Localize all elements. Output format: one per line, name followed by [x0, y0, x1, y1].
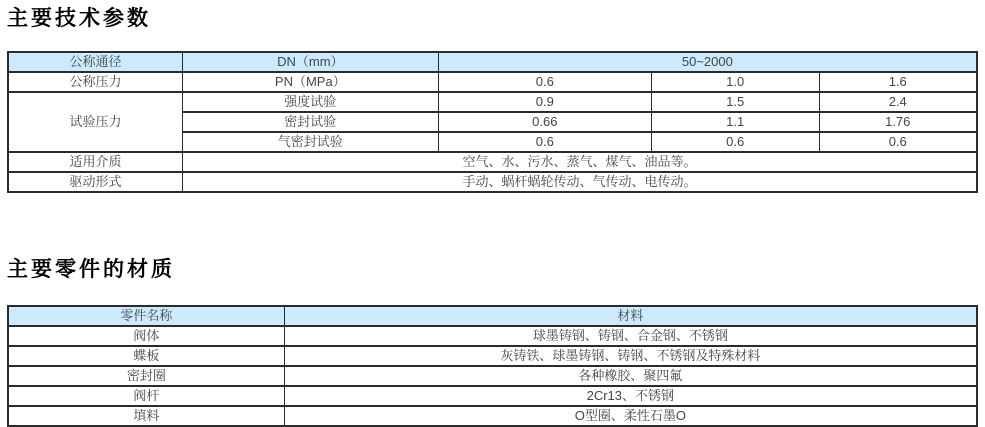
table-row-drive: [8, 172, 977, 192]
cell-part-name: 密封圈: [8, 366, 284, 386]
table-row-packing: [8, 406, 977, 426]
cell-part-name: 蝶板: [8, 346, 284, 366]
cell-drive-value: 手动、蜗杆蜗轮传动、气传动、电传动。: [182, 172, 977, 192]
cell-nominal-pressure-value: 0.6: [438, 72, 651, 92]
cell-seal-test-value: 1.1: [651, 112, 819, 132]
tech-params-title: 主要技术参数: [7, 7, 151, 30]
materials-table: [7, 305, 978, 427]
cell-material: 球墨铸钢、铸钢、合金钢、不锈钢: [284, 326, 977, 346]
cell-air-seal-test-label: 气密封试验: [182, 132, 438, 152]
cell-air-seal-test-value: 0.6: [819, 132, 977, 152]
table-row-nominal-pressure: [8, 72, 977, 92]
cell-drive-label: 驱动形式: [8, 172, 182, 192]
table-row-valve-body: [8, 326, 977, 346]
cell-nominal-pressure-unit: PN（MPa）: [182, 72, 438, 92]
table-row-materials-header: [8, 306, 977, 326]
table-row-disc: [8, 346, 977, 366]
cell-nominal-diameter-range: 50~2000: [438, 52, 977, 72]
cell-material: 2Cr13、不锈钢: [284, 386, 977, 406]
table-row-stem: [8, 386, 977, 406]
cell-medium-value: 空气、水、污水、蒸气、煤气、油品等。: [182, 152, 977, 172]
cell-medium-label: 适用介质: [8, 152, 182, 172]
cell-nominal-diameter-unit: DN（mm）: [182, 52, 438, 72]
materials-title: 主要零件的材质: [7, 258, 175, 281]
tech-params-table: [7, 51, 978, 193]
table-row-strength-test: [8, 92, 977, 112]
cell-nominal-diameter-label: 公称通径: [8, 52, 182, 72]
cell-material: 灰铸铁、球墨铸钢、铸钢、不锈钢及特殊材料: [284, 346, 977, 366]
cell-material: O型圈、柔性石墨O: [284, 406, 977, 426]
cell-seal-test-value: 0.66: [438, 112, 651, 132]
cell-air-seal-test-value: 0.6: [651, 132, 819, 152]
cell-seal-test-label: 密封试验: [182, 112, 438, 132]
cell-part-name: 阀杆: [8, 386, 284, 406]
table-row-nominal-diameter: [8, 52, 977, 72]
cell-part-name: 填料: [8, 406, 284, 426]
col-header-material: 材料: [284, 306, 977, 326]
cell-strength-test-label: 强度试验: [182, 92, 438, 112]
cell-strength-test-value: 1.5: [651, 92, 819, 112]
cell-nominal-pressure-label: 公称压力: [8, 72, 182, 92]
cell-strength-test-value: 0.9: [438, 92, 651, 112]
table-row-seal-ring: [8, 366, 977, 386]
cell-part-name: 阀体: [8, 326, 284, 346]
cell-seal-test-value: 1.76: [819, 112, 977, 132]
cell-nominal-pressure-value: 1.6: [819, 72, 977, 92]
cell-material: 各种橡胶、聚四氟: [284, 366, 977, 386]
cell-strength-test-value: 2.4: [819, 92, 977, 112]
table-row-medium: [8, 152, 977, 172]
col-header-part-name: 零件名称: [8, 306, 284, 326]
cell-nominal-pressure-value: 1.0: [651, 72, 819, 92]
cell-air-seal-test-value: 0.6: [438, 132, 651, 152]
cell-test-pressure-label: 试验压力: [8, 92, 182, 152]
